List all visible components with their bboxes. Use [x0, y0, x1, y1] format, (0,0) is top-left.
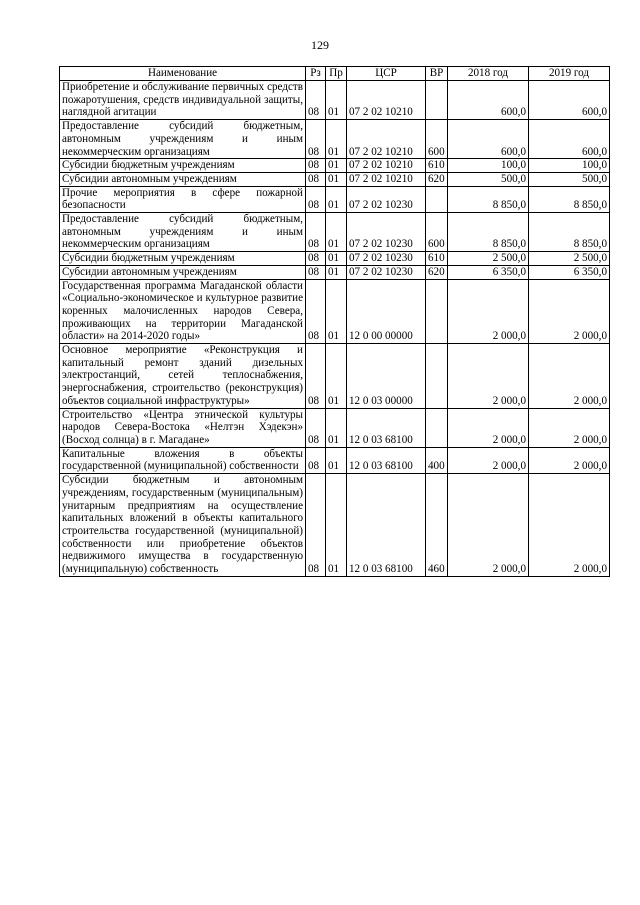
cell-2019: 6 350,0: [529, 265, 610, 279]
cell-2018: 2 500,0: [448, 252, 529, 266]
cell-name: Основное мероприятие «Реконструкция и капитальный ремонт зданий дизельных электростанций, сетей теплоснабжения, энергоснабжения, строительство (реконструкция) объектов социальной инфраструктуры»: [60, 344, 306, 409]
cell-rz: 08: [306, 279, 326, 344]
table-row: [60, 279, 610, 344]
cell-pr: 01: [326, 159, 347, 173]
cell-vr: 600: [426, 213, 448, 252]
cell-rz: 08: [306, 186, 326, 212]
cell-name: Субсидии бюджетным учреждениям: [60, 252, 306, 266]
table-row: [60, 172, 610, 186]
cell-2019: 2 500,0: [529, 252, 610, 266]
cell-2018: 500,0: [448, 172, 529, 186]
cell-vr: [426, 408, 448, 447]
cell-vr: 620: [426, 265, 448, 279]
table-row: [60, 252, 610, 266]
cell-csr: 12 0 00 00000: [347, 279, 426, 344]
cell-pr: 01: [326, 279, 347, 344]
cell-vr: 620: [426, 172, 448, 186]
table-row: [60, 213, 610, 252]
cell-rz: 08: [306, 447, 326, 473]
cell-2018: 600,0: [448, 81, 529, 120]
cell-csr: 07 2 02 10210: [347, 159, 426, 173]
cell-csr: 12 0 03 00000: [347, 344, 426, 409]
cell-csr: 07 2 02 10230: [347, 252, 426, 266]
cell-rz: 08: [306, 408, 326, 447]
cell-csr: 12 0 03 68100: [347, 474, 426, 577]
cell-2019: 2 000,0: [529, 279, 610, 344]
cell-2018: 2 000,0: [448, 408, 529, 447]
cell-2018: 6 350,0: [448, 265, 529, 279]
cell-csr: 07 2 02 10230: [347, 213, 426, 252]
cell-csr: 07 2 02 10230: [347, 265, 426, 279]
header-pr: Пр: [326, 67, 347, 81]
table-row: [60, 447, 610, 473]
cell-2019: 2 000,0: [529, 474, 610, 577]
table-row: [60, 474, 610, 577]
cell-pr: 01: [326, 447, 347, 473]
cell-2019: 2 000,0: [529, 447, 610, 473]
table-row: [60, 344, 610, 409]
table-row: [60, 408, 610, 447]
cell-rz: 08: [306, 474, 326, 577]
cell-vr: [426, 81, 448, 120]
cell-2019: 600,0: [529, 81, 610, 120]
cell-rz: 08: [306, 265, 326, 279]
cell-csr: 12 0 03 68100: [347, 447, 426, 473]
cell-name: Приобретение и обслуживание первичных средств пожаротушения, средств индивидуальной защиты, наглядной агитации: [60, 81, 306, 120]
cell-name: Прочие мероприятия в сфере пожарной безопасности: [60, 186, 306, 212]
cell-vr: 610: [426, 159, 448, 173]
table-row: [60, 81, 610, 120]
header-name: Наименование: [60, 67, 306, 81]
cell-2019: 2 000,0: [529, 344, 610, 409]
cell-name: Государственная программа Магаданской области «Социально-экономическое и культурное развитие коренных малочисленных народов Севера, проживающих на территории Магаданской области» на 2014-2020 годы»: [60, 279, 306, 344]
cell-csr: 12 0 03 68100: [347, 408, 426, 447]
cell-pr: 01: [326, 344, 347, 409]
cell-vr: 600: [426, 120, 448, 159]
header-2019: 2019 год: [529, 67, 610, 81]
cell-name: Капитальные вложения в объекты государственной (муниципальной) собственности: [60, 447, 306, 473]
cell-name: Субсидии автономным учреждениям: [60, 265, 306, 279]
cell-csr: 07 2 02 10230: [347, 186, 426, 212]
cell-name: Субсидии бюджетным и автономным учреждениям, государственным (муниципальным) унитарным предприятиям на осуществление капитальных вложений в объекты капитального строительства государственной (муниципальной) собственности или приобретение объектов недвижимого имущества в государственную (муниципальную) собственность: [60, 474, 306, 577]
cell-2018: 8 850,0: [448, 213, 529, 252]
cell-name: Субсидии автономным учреждениям: [60, 172, 306, 186]
cell-2018: 600,0: [448, 120, 529, 159]
cell-2018: 2 000,0: [448, 474, 529, 577]
cell-pr: 01: [326, 213, 347, 252]
cell-pr: 01: [326, 120, 347, 159]
page-number: 129: [311, 38, 329, 52]
cell-name: Предоставление субсидий бюджетным, автономным учреждениям и иным некоммерческим организациям: [60, 120, 306, 159]
header-2018: 2018 год: [448, 67, 529, 81]
table-row: [60, 265, 610, 279]
cell-rz: 08: [306, 252, 326, 266]
cell-pr: 01: [326, 408, 347, 447]
cell-vr: [426, 279, 448, 344]
cell-2018: 100,0: [448, 159, 529, 173]
cell-rz: 08: [306, 344, 326, 409]
cell-vr: 610: [426, 252, 448, 266]
cell-2018: 2 000,0: [448, 279, 529, 344]
cell-vr: 460: [426, 474, 448, 577]
table-row: [60, 186, 610, 212]
cell-pr: 01: [326, 265, 347, 279]
cell-2019: 500,0: [529, 172, 610, 186]
cell-2018: 8 850,0: [448, 186, 529, 212]
cell-vr: 400: [426, 447, 448, 473]
cell-pr: 01: [326, 172, 347, 186]
header-vr: ВР: [426, 67, 448, 81]
cell-2018: 2 000,0: [448, 344, 529, 409]
cell-2019: 100,0: [529, 159, 610, 173]
cell-2019: 8 850,0: [529, 213, 610, 252]
budget-table: [59, 66, 610, 577]
table-header-row: [60, 67, 610, 81]
header-rz: Рз: [306, 67, 326, 81]
header-csr: ЦСР: [347, 67, 426, 81]
cell-pr: 01: [326, 252, 347, 266]
cell-2019: 2 000,0: [529, 408, 610, 447]
cell-name: Субсидии бюджетным учреждениям: [60, 159, 306, 173]
cell-csr: 07 2 02 10210: [347, 120, 426, 159]
cell-csr: 07 2 02 10210: [347, 172, 426, 186]
cell-rz: 08: [306, 172, 326, 186]
cell-rz: 08: [306, 81, 326, 120]
cell-name: Предоставление субсидий бюджетным, автономным учреждениям и иным некоммерческим организациям: [60, 213, 306, 252]
cell-pr: 01: [326, 186, 347, 212]
cell-2018: 2 000,0: [448, 447, 529, 473]
cell-vr: [426, 186, 448, 212]
cell-pr: 01: [326, 81, 347, 120]
cell-name: Строительство «Центра этнической культуры народов Севера-Востока «Нелтэн Хэдекэн» (Восход солнца) в г. Магадане»: [60, 408, 306, 447]
cell-vr: [426, 344, 448, 409]
cell-2019: 8 850,0: [529, 186, 610, 212]
table-row: [60, 120, 610, 159]
table-row: [60, 159, 610, 173]
cell-rz: 08: [306, 213, 326, 252]
cell-pr: 01: [326, 474, 347, 577]
cell-rz: 08: [306, 159, 326, 173]
cell-csr: 07 2 02 10210: [347, 81, 426, 120]
cell-rz: 08: [306, 120, 326, 159]
cell-2019: 600,0: [529, 120, 610, 159]
